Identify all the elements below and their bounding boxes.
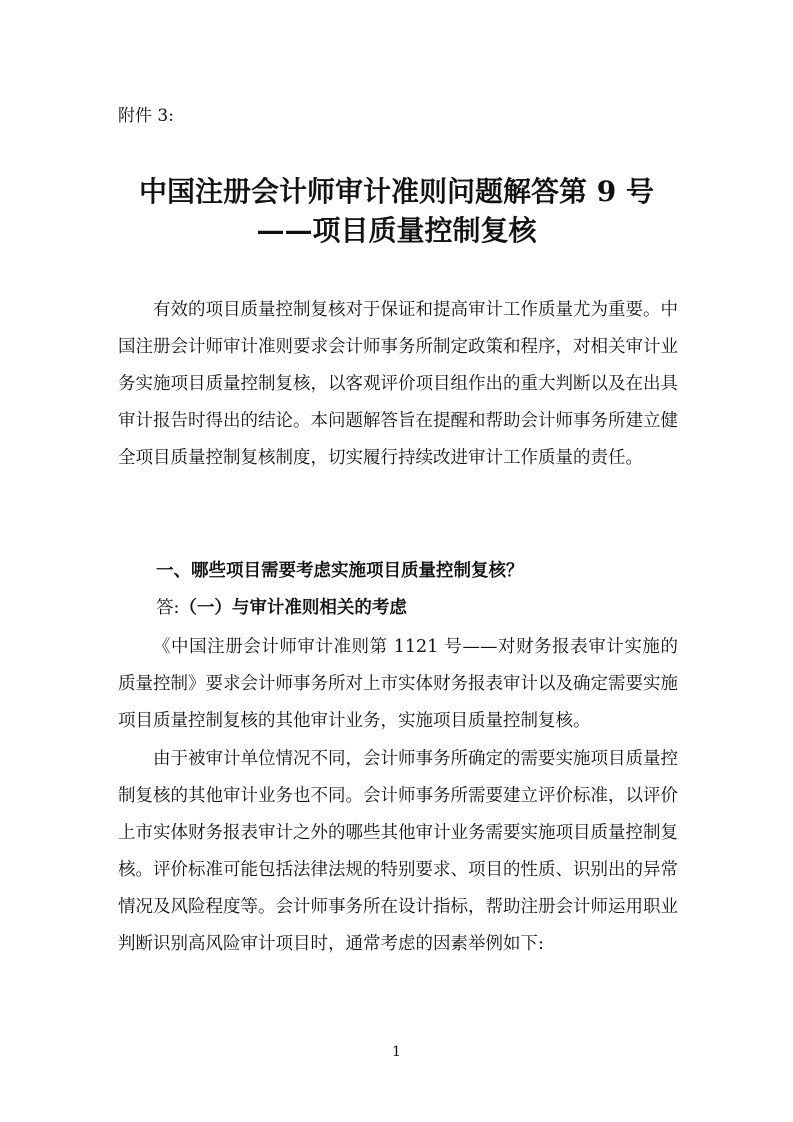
body-paragraph: 《中国注册会计师审计准则第 1121 号——对财务报表审计实施的质量控制》要求会计师事务所对上市实体财务报表审计以及确定需要实施项目质量控制复核的其他审计业务，实施项目质量控制复核。 [118, 637, 678, 731]
intro-paragraph: 有效的项目质量控制复核对于保证和提高审计工作质量尤为重要。中国注册会计师审计准则要求会计师事务所制定政策和程序，对相关审计业务实施项目质量控制复核，以客观评价项目组作出的重大判断以及在出具审计报告时得出的结论。本问题解答旨在提醒和帮助会计师事务所建立健全项目质量控制复核制度，切实履行持续改进审计工作质量的责任。 [118, 300, 678, 468]
answer-line [156, 593, 407, 623]
section-heading: 一、哪些项目需要考虑实施项目质量控制复核？ [156, 561, 524, 581]
body-paragraph: 由于被审计单位情况不同，会计师事务所确定的需要实施项目质量控制复核的其他审计业务也不同。会计师事务所需要建立评价标准，以评价上市实体财务报表审计之外的哪些其他审计业务需要实施项目质量控制复核。评价标准可能包括法律法规的特别要求、项目的性质、识别出的异常情况及风险程度等。会计师事务所在设计指标，帮助注册会计师运用职业判断识别高风险审计项目时，通常考虑的因素举例如下: [118, 749, 678, 954]
attachment-label: 附件 3: [118, 106, 174, 126]
answer-prefix: 答: [156, 598, 180, 618]
document-title-line2: ——项目质量控制复核 [256, 214, 537, 247]
page-number: 1 [392, 1044, 401, 1060]
document-title-line1: 中国注册会计师审计准则问题解答第 9 号 [139, 175, 654, 208]
answer-subheading: （一）与审计准则相关的考虑 [179, 598, 407, 618]
